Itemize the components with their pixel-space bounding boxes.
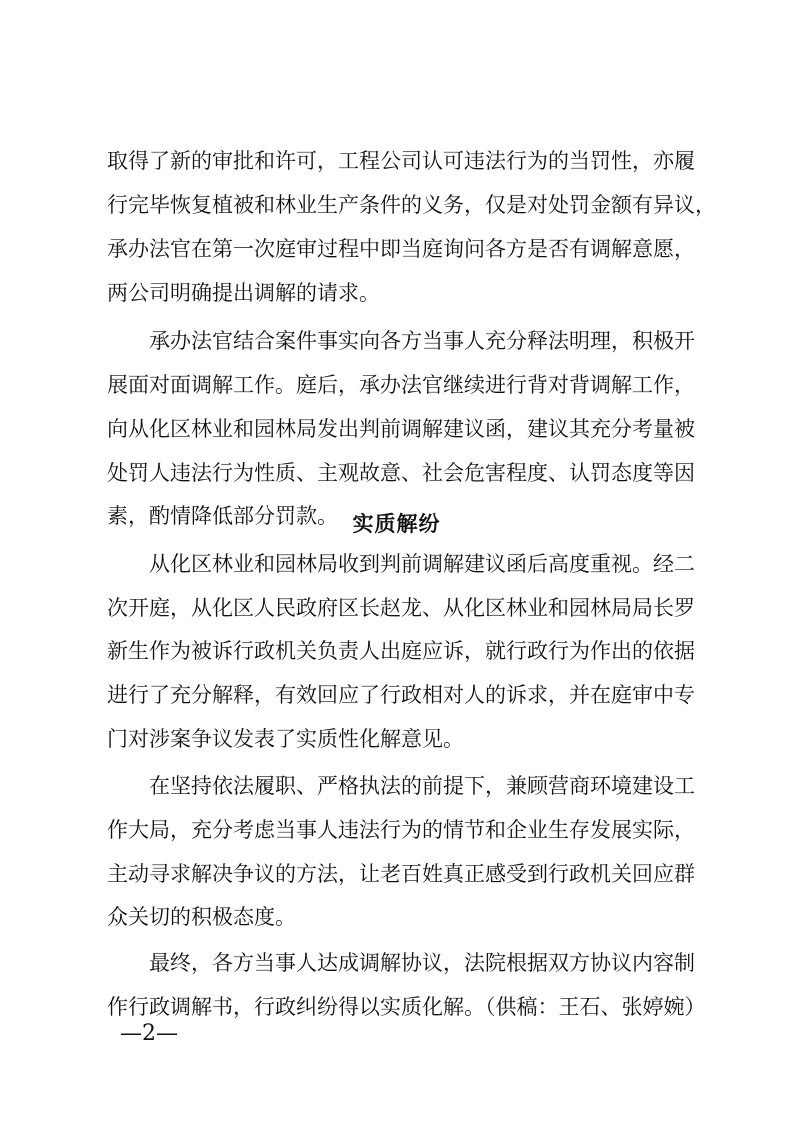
body-text-line: 主动寻求解决争议的方法，让老百姓真正感受到行政机关回应群 — [107, 862, 695, 886]
body-text-line: 众关切的积极态度。 — [107, 905, 296, 929]
body-text-line: 行完毕恢复植被和林业生产条件的义务，仅是对处罚金额有异议， — [107, 193, 716, 217]
body-text-line: 最终，各方当事人达成调解协议，法院根据双方协议内容制 — [149, 951, 695, 975]
body-text-line: 展面对面调解工作。庭后，承办法官继续进行背对背调解工作， — [107, 373, 695, 397]
body-text-line: 作大局，充分考虑当事人违法行为的情节和企业生存发展实际， — [107, 818, 695, 842]
body-text-line: 素，酌情降低部分罚款。 — [107, 504, 338, 528]
body-text-line: 进行了充分解释，有效回应了行政相对人的诉求，并在庭审中专 — [107, 683, 695, 707]
body-text-line: 门对涉案争议发表了实质性化解意见。 — [107, 727, 464, 751]
page-number: —2— — [120, 1021, 178, 1046]
body-text-line: 在坚持依法履职、严格执法的前提下，兼顾营商环境建设工 — [149, 774, 695, 798]
body-text-line: 处罚人违法行为性质、主观故意、社会危害程度、认罚态度等因 — [107, 461, 695, 485]
body-text-line: 承办法官在第一次庭审过程中即当庭询问各方是否有调解意愿， — [107, 237, 695, 261]
body-text-line: 新生作为被诉行政机关负责人出庭应诉，就行政行为作出的依据 — [107, 639, 695, 663]
body-text-line: 承办法官结合案件事实向各方当事人充分释法明理，积极开 — [149, 329, 695, 353]
body-text-line: 作行政调解书，行政纠纷得以实质化解。（供稿：王石、张婷婉） — [107, 995, 706, 1019]
body-text-line: 取得了新的审批和许可，工程公司认可违法行为的当罚性，亦履 — [107, 149, 695, 173]
body-text-line: 向从化区林业和园林局发出判前调解建议函，建议其充分考量被 — [107, 417, 695, 441]
body-text-line: 从化区林业和园林局收到判前调解建议函后高度重视。经二 — [149, 552, 695, 576]
body-text-line: 次开庭，从化区人民政府区长赵龙、从化区林业和园林局局长罗 — [107, 596, 695, 620]
section-heading: 实质解纷 — [352, 512, 441, 536]
body-text-line: 两公司明确提出调解的请求。 — [107, 281, 380, 305]
